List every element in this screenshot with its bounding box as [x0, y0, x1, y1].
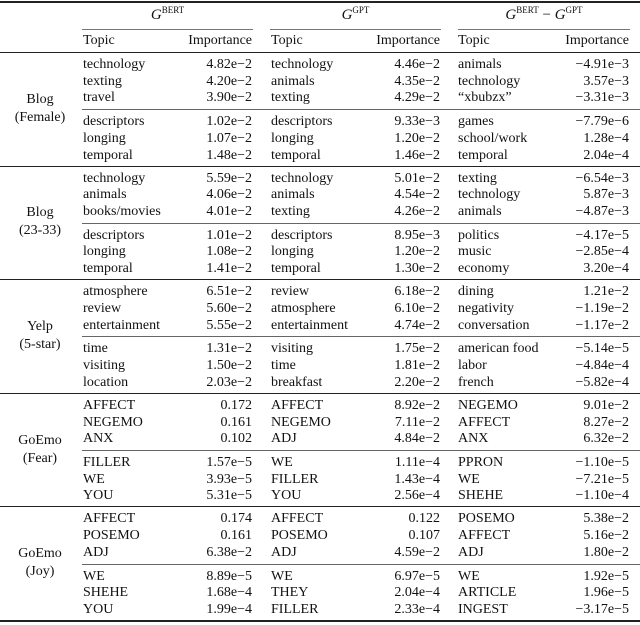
- topic-bert: ADJ: [83, 544, 109, 560]
- header-diff-base2: G: [554, 7, 566, 23]
- importance-gpt: 7.11e−2: [394, 414, 440, 430]
- importance-bert: 5.31e−5: [206, 488, 252, 504]
- importance-gpt: 5.01e−2: [394, 170, 440, 186]
- topic-bert: entertainment: [83, 317, 160, 333]
- importance-bert: 3.93e−5: [206, 471, 252, 487]
- bottom-rule: [0, 620, 640, 622]
- importance-diff: −4.87e−3: [575, 204, 629, 219]
- importance-diff: −3.17e−5: [575, 601, 629, 617]
- importance-gpt: 9.33e−3: [394, 114, 440, 130]
- header-gpt-base: G: [341, 7, 353, 23]
- importance-diff: 5.87e−3: [583, 187, 629, 203]
- header-topic-diff: Topic: [458, 33, 490, 48]
- topic-diff: PPRON: [458, 454, 504, 470]
- topic-bert: WE: [83, 568, 105, 584]
- header-diff: [458, 5, 630, 27]
- importance-gpt: 0.107: [408, 528, 440, 544]
- topic-bert: animals: [83, 187, 127, 203]
- topic-gpt: atmosphere: [271, 300, 336, 316]
- topic-gpt: YOU: [271, 488, 302, 504]
- topic-diff: economy: [458, 261, 510, 277]
- importance-bert: 1.41e−2: [206, 261, 252, 277]
- topic-bert: temporal: [83, 261, 133, 277]
- header-importance-bert: Importance: [188, 33, 252, 48]
- topic-gpt: entertainment: [271, 317, 348, 333]
- topic-diff: technology: [458, 187, 521, 203]
- topic-gpt: visiting: [271, 341, 314, 357]
- header-gpt: [270, 5, 441, 27]
- topic-diff: american food: [458, 341, 539, 357]
- importance-diff: −3.31e−3: [575, 90, 629, 106]
- topic-bert: descriptors: [83, 114, 145, 130]
- header-diff-base1: G: [505, 7, 517, 23]
- topic-bert: review: [83, 300, 122, 316]
- importance-diff: −1.19e−2: [575, 300, 629, 316]
- importance-gpt: 2.20e−2: [394, 374, 440, 390]
- header-diff-minus: −: [538, 7, 555, 23]
- topic-gpt: FILLER: [271, 471, 319, 487]
- topic-bert: technology: [83, 57, 146, 72]
- topic-diff: ARTICLE: [458, 585, 517, 601]
- topic-bert: visiting: [83, 358, 126, 373]
- topic-diff: music: [458, 244, 492, 260]
- importance-bert: 6.38e−2: [206, 544, 252, 560]
- importance-bert: 0.172: [220, 397, 252, 413]
- topic-diff: AFFECT: [458, 528, 511, 544]
- importance-gpt: 1.43e−4: [394, 471, 440, 487]
- header-bert: [82, 5, 253, 27]
- topic-gpt: texting: [271, 204, 310, 219]
- group-rule: [0, 506, 640, 507]
- importance-bert: 1.31e−2: [206, 341, 252, 357]
- importance-bert: 0.161: [220, 414, 252, 430]
- group-label: Blog: [26, 205, 54, 221]
- topic-diff: technology: [458, 73, 521, 89]
- group-label: GoEmo: [18, 546, 62, 562]
- importance-gpt: 2.56e−4: [394, 488, 440, 504]
- importance-diff: 1.92e−5: [583, 568, 629, 584]
- topic-diff: WE: [458, 471, 480, 487]
- topic-diff: AFFECT: [458, 414, 511, 430]
- topic-gpt: technology: [271, 57, 334, 72]
- importance-diff: −1.17e−2: [575, 317, 629, 333]
- topic-bert: books/movies: [83, 204, 161, 219]
- importance-diff: 5.38e−2: [583, 511, 629, 527]
- importance-bert: 0.161: [220, 528, 252, 544]
- topic-bert: YOU: [83, 601, 114, 617]
- topic-bert: POSEMO: [83, 528, 140, 544]
- group-label: Yelp: [27, 319, 53, 334]
- topic-gpt: FILLER: [271, 601, 319, 617]
- importance-bert: 5.59e−2: [206, 170, 252, 186]
- topic-diff: games: [458, 114, 494, 130]
- importance-bert: 1.02e−2: [206, 114, 252, 130]
- group-midrule: [82, 564, 640, 565]
- header-bert-base: G: [150, 7, 162, 23]
- header-importance-gpt: Importance: [376, 33, 440, 48]
- top-rule: [0, 1, 640, 3]
- topic-gpt: descriptors: [271, 114, 333, 130]
- importance-bert: 1.01e−2: [206, 227, 252, 243]
- importance-gpt: 1.75e−2: [394, 341, 440, 357]
- topic-bert: NEGEMO: [83, 414, 143, 430]
- topic-diff: “xbubzx”: [458, 90, 512, 106]
- topic-gpt: technology: [271, 170, 334, 186]
- importance-diff: −5.82e−4: [575, 374, 629, 390]
- importance-diff: 5.16e−2: [583, 528, 629, 544]
- importance-diff: −5.14e−5: [575, 341, 629, 357]
- topic-diff: school/work: [458, 130, 528, 146]
- importance-gpt: 2.33e−4: [394, 601, 440, 617]
- cmidrule-gpt: [270, 29, 441, 30]
- header-topic-bert: Topic: [83, 33, 115, 48]
- topic-bert: atmosphere: [83, 284, 148, 300]
- header-gpt-sup: GPT: [352, 5, 370, 15]
- topic-bert: YOU: [83, 488, 114, 504]
- importance-gpt: 4.35e−2: [394, 73, 440, 89]
- importance-diff: −7.21e−5: [575, 471, 629, 487]
- topic-bert: longing: [83, 244, 126, 260]
- importance-bert: 5.55e−2: [206, 317, 252, 333]
- topic-bert: ANX: [83, 431, 114, 447]
- importance-diff: 3.20e−4: [583, 261, 629, 277]
- importance-diff: −6.54e−3: [575, 170, 629, 186]
- topic-diff: labor: [458, 358, 487, 373]
- group-sublabel: (Fear): [22, 450, 58, 466]
- importance-diff: 9.01e−2: [583, 397, 629, 413]
- importance-bert: 3.90e−2: [206, 90, 252, 106]
- group-midrule: [82, 336, 640, 337]
- importance-bert: 1.07e−2: [206, 130, 252, 146]
- topic-gpt: longing: [271, 130, 314, 146]
- importance-bert: 4.06e−2: [206, 187, 252, 203]
- importance-gpt: 4.46e−2: [394, 57, 440, 72]
- topic-bert: travel: [83, 90, 115, 106]
- topic-bert: time: [83, 341, 108, 357]
- importance-bert: 6.51e−2: [206, 284, 252, 300]
- topic-diff: animals: [458, 57, 502, 72]
- topic-gpt: temporal: [271, 261, 321, 277]
- importance-gpt: 1.81e−2: [394, 358, 440, 373]
- importance-gpt: 1.20e−2: [394, 130, 440, 146]
- importance-diff: 1.28e−4: [583, 130, 629, 146]
- group-sublabel: (23-33): [19, 223, 61, 239]
- topic-gpt: AFFECT: [271, 397, 324, 413]
- topic-gpt: NEGEMO: [271, 414, 331, 430]
- topic-bert: longing: [83, 130, 126, 146]
- importance-bert: 5.60e−2: [206, 300, 252, 316]
- group-midrule: [82, 109, 640, 110]
- importance-gpt: 6.97e−5: [394, 568, 440, 584]
- topic-gpt: review: [271, 284, 310, 300]
- topic-diff: SHEHE: [458, 488, 504, 504]
- importance-gpt: 1.30e−2: [394, 261, 440, 277]
- topic-gpt: POSEMO: [271, 528, 328, 544]
- topic-diff: texting: [458, 170, 497, 186]
- header-importance-diff: Importance: [565, 33, 629, 48]
- group-rule: [0, 279, 640, 280]
- topic-diff: dining: [458, 284, 494, 300]
- topic-gpt: longing: [271, 244, 314, 260]
- importance-gpt: 1.11e−4: [394, 454, 440, 470]
- importance-gpt: 4.59e−2: [394, 544, 440, 560]
- importance-gpt: 4.26e−2: [394, 204, 440, 219]
- group-midrule: [82, 450, 640, 451]
- topic-bert: SHEHE: [83, 585, 129, 601]
- topic-bert: location: [83, 374, 129, 390]
- topic-gpt: WE: [271, 568, 293, 584]
- topic-gpt: ADJ: [271, 544, 297, 560]
- topic-bert: AFFECT: [83, 511, 136, 527]
- topic-diff: french: [458, 374, 494, 390]
- importance-diff: 8.27e−2: [583, 414, 629, 430]
- group-sublabel: (5-star): [19, 337, 61, 352]
- group-midrule: [82, 223, 640, 224]
- topic-gpt: animals: [271, 73, 315, 89]
- importance-diff: −4.84e−4: [575, 358, 629, 373]
- topic-bert: temporal: [83, 147, 133, 163]
- importance-diff: −4.17e−5: [575, 227, 629, 243]
- topic-diff: temporal: [458, 147, 508, 163]
- importance-bert: 0.102: [220, 431, 252, 447]
- topic-bert: descriptors: [83, 227, 145, 243]
- importance-bert: 1.08e−2: [206, 244, 252, 260]
- topic-diff: ADJ: [458, 544, 484, 560]
- topic-gpt: time: [271, 358, 296, 373]
- topic-gpt: animals: [271, 187, 315, 203]
- importance-gpt: 1.46e−2: [394, 147, 440, 163]
- cmidrule-bert: [82, 29, 253, 30]
- importance-gpt: 4.54e−2: [394, 187, 440, 203]
- topic-bert: WE: [83, 471, 105, 487]
- importance-bert: 1.57e−5: [206, 454, 252, 470]
- importance-bert: 8.89e−5: [206, 568, 252, 584]
- topic-diff: negativity: [458, 300, 514, 316]
- topic-diff: ANX: [458, 431, 489, 447]
- topic-gpt: descriptors: [271, 227, 333, 243]
- group-label: Blog: [26, 91, 54, 107]
- importance-diff: 1.96e−5: [583, 585, 629, 601]
- importance-diff: −7.79e−6: [575, 114, 629, 130]
- topic-bert: FILLER: [83, 454, 131, 470]
- group-sublabel: (Female): [14, 109, 66, 125]
- topic-gpt: ADJ: [271, 431, 297, 447]
- topic-diff: INGEST: [458, 601, 508, 617]
- group-rule: [0, 166, 640, 167]
- topic-diff: conversation: [458, 317, 530, 333]
- importance-diff: −1.10e−4: [575, 488, 629, 504]
- importance-gpt: 6.18e−2: [394, 284, 440, 300]
- importance-diff: −1.10e−5: [575, 454, 629, 470]
- group-label: GoEmo: [18, 432, 62, 448]
- importance-gpt: 8.92e−2: [394, 397, 440, 413]
- header-diff-sup1: BERT: [516, 5, 539, 15]
- topic-gpt: WE: [271, 454, 293, 470]
- topic-gpt: THEY: [271, 585, 309, 601]
- topic-gpt: breakfast: [271, 374, 323, 390]
- cmidrule-diff: [458, 29, 630, 30]
- topic-bert: technology: [83, 170, 146, 186]
- importance-bert: 1.48e−2: [206, 147, 252, 163]
- importance-diff: 3.57e−3: [583, 73, 629, 89]
- importance-gpt: 0.122: [408, 511, 440, 527]
- header-diff-sup2: GPT: [565, 5, 583, 15]
- importance-bert: 4.01e−2: [206, 204, 252, 219]
- topic-bert: AFFECT: [83, 397, 136, 413]
- importance-diff: −4.91e−3: [575, 57, 629, 72]
- importance-gpt: 8.95e−3: [394, 227, 440, 243]
- importance-diff: 6.32e−2: [583, 431, 629, 447]
- importance-gpt: 2.04e−4: [394, 585, 440, 601]
- importance-gpt: 4.74e−2: [394, 317, 440, 333]
- importance-diff: 1.21e−2: [583, 284, 629, 300]
- topic-diff: POSEMO: [458, 511, 515, 527]
- importance-gpt: 4.84e−2: [394, 431, 440, 447]
- importance-bert: 1.99e−4: [206, 601, 252, 617]
- importance-bert: 0.174: [220, 511, 252, 527]
- topic-diff: politics: [458, 227, 500, 243]
- group-rule: [0, 393, 640, 394]
- header-rule: [0, 52, 640, 53]
- importance-bert: 4.82e−2: [206, 57, 252, 72]
- header-topic-gpt: Topic: [271, 33, 303, 48]
- header-bert-sup: BERT: [161, 5, 185, 15]
- topic-diff: NEGEMO: [458, 397, 518, 413]
- importance-bert: 2.03e−2: [206, 374, 252, 390]
- topic-diff: animals: [458, 204, 502, 219]
- topic-bert: texting: [83, 73, 122, 89]
- topic-diff: WE: [458, 568, 480, 584]
- importance-bert: 1.68e−4: [206, 585, 252, 601]
- topic-gpt: texting: [271, 90, 310, 106]
- topic-gpt: AFFECT: [271, 511, 324, 527]
- group-sublabel: (Joy): [25, 564, 55, 580]
- importance-diff: 1.80e−2: [583, 544, 629, 560]
- importance-bert: 4.20e−2: [206, 73, 252, 89]
- importance-gpt: 4.29e−2: [394, 90, 440, 106]
- importance-diff: 2.04e−4: [583, 147, 629, 163]
- importance-gpt: 1.20e−2: [394, 244, 440, 260]
- importance-diff: −2.85e−4: [575, 244, 629, 260]
- importance-bert: 1.50e−2: [206, 358, 252, 373]
- importance-gpt: 6.10e−2: [394, 300, 440, 316]
- topic-gpt: temporal: [271, 147, 321, 163]
